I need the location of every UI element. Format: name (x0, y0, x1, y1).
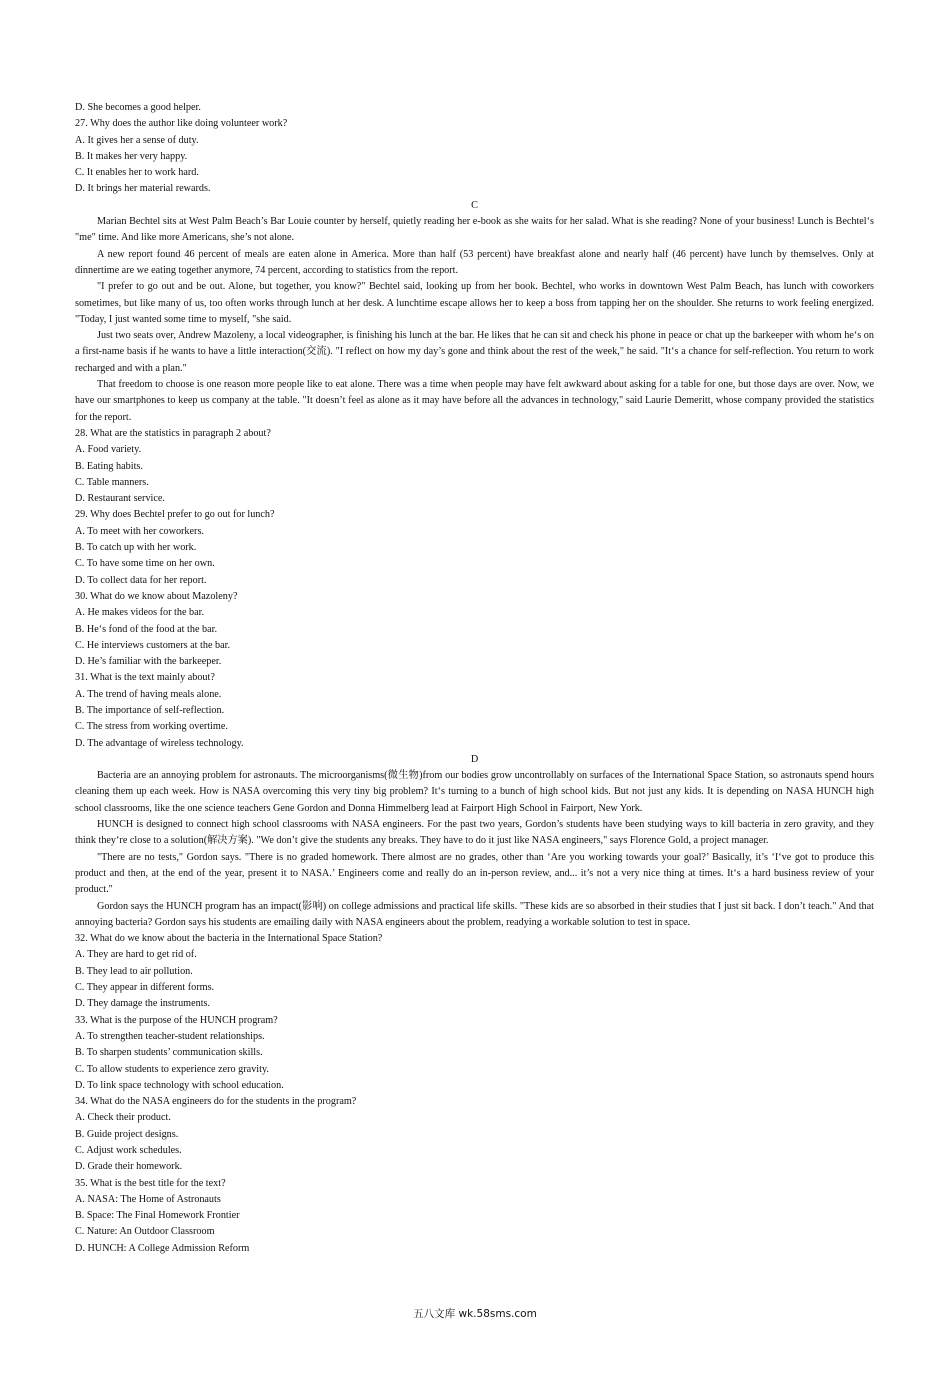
page-footer: 五八文库 wk.58sms.com (413, 1308, 537, 1320)
question-32: 32. What do we know about the bacteria in the International Space Station? (75, 933, 383, 945)
answer-option: A. To meet with her coworkers. (75, 525, 204, 537)
answer-option: A. He makes videos for the bar. (75, 607, 205, 619)
answer-option: C. It enables her to work hard. (75, 167, 199, 179)
document-page (75, 100, 874, 1257)
answer-option: A. NASA: The Home of Astronauts (75, 1193, 221, 1205)
question-33: 33. What is the purpose of the HUNCH program? (75, 1014, 278, 1026)
answer-option: D. HUNCH: A College Admission Reform (75, 1242, 250, 1254)
question-28: 28. What are the statistics in paragraph 2 about? (75, 427, 271, 439)
passage-paragraph: Marian Bechtel sits at West Palm Beach’s Bar Louie counter by herself, quietly reading her e-book as she waits for her salad. What is she reading? None of your business! Lunch is Bechtel‘s "me" time. And like more Americans, she’s not alone. (75, 216, 874, 244)
passage-paragraph: "There are no tests," Gordon says. "There is no graded homework. There almost are no grades, other than ‘Are you working towards your goal?’ Basically, it’s ‘I‘ve got to produce this product and then, at the end of the year, present it to NASA.’ Engineers come and really do an in-person review, and... it’s not a very nice thing at times. It‘s a hard business review of your product." (75, 851, 874, 896)
answer-option: B. Space: The Final Homework Frontier (75, 1210, 240, 1222)
question-31: 31. What is the text mainly about? (75, 672, 215, 684)
answer-option: D. They damage the instruments. (75, 998, 211, 1010)
answer-option: B. To catch up with her work. (75, 542, 197, 554)
answer-option: A. Food variety. (75, 444, 142, 456)
answer-option: D. She becomes a good helper. (75, 102, 201, 113)
question-30: 30. What do we know about Mazoleny? (75, 590, 238, 602)
answer-option: A. To strengthen teacher-student relationships. (75, 1030, 265, 1042)
answer-option: C. To have some time on her own. (75, 558, 215, 570)
passage-paragraph: Bacteria are an annoying problem for astronauts. The microorganisms(微生物)from our bodies grow uncontrollably on surfaces of the International Space Station, so astronauts spend hours cleaning them up each week. How is NASA overcoming this very tiny big problem? It‘s turning to a bunch of high school kids. But not just any kids. It is depending on NASA HUNCH high school classrooms, like the one science teachers Gene Gordon and Donna Himmelberg lead at Fairport High School in Fairport, New York. (75, 770, 874, 814)
question-35: 35. What is the best title for the text? (75, 1177, 226, 1189)
previous-question-block (75, 100, 874, 198)
answer-option: D. He’s familiar with the barkeeper. (75, 656, 222, 668)
answer-option: B. Eating habits. (75, 460, 143, 472)
section-c-heading: C (471, 199, 478, 211)
answer-option: C. Nature: An Outdoor Classroom (75, 1226, 215, 1238)
answer-option: D. To link space technology with school education. (75, 1079, 284, 1091)
answer-option: C. The stress from working overtime. (75, 721, 228, 733)
answer-option: C. Table manners. (75, 476, 149, 488)
answer-option: B. It makes her very happy. (75, 150, 188, 162)
question-27: 27. Why does the author like doing volunteer work? (75, 118, 288, 130)
answer-option: D. To collect data for her report. (75, 574, 207, 586)
answer-option: D. It brings her material rewards. (75, 183, 211, 195)
answer-option: A. The trend of having meals alone. (75, 688, 222, 700)
section-c (75, 198, 874, 752)
answer-option: C. To allow students to experience zero gravity. (75, 1063, 269, 1075)
answer-option: C. He interviews customers at the bar. (75, 639, 231, 651)
answer-option: C. They appear in different forms. (75, 982, 215, 994)
answer-option: B. The importance of self-reflection. (75, 704, 225, 716)
passage-paragraph: HUNCH is designed to connect high school classrooms with NASA engineers. For the past two years, Gordon’s students have been studying ways to kill bacteria in zero gravity, and they think they‘re close to a solution(解决方案). "We don’t give the students any breaks. They have to do it just like NASA engineers," says Florence Gold, a project manager. (75, 819, 874, 847)
passage-paragraph: That freedom to choose is one reason more people like to eat alone. There was a time when people may have felt awkward about asking for a table for one, but those days are over. Now, we have our smartphones to keep us company at the table. "It doesn’t feel as alone as it may have before all the advances in technology," said Laurie Demeritt, whose company provided the statistics for the report. (75, 379, 874, 423)
answer-option: B. He‘s fond of the food at the bar. (75, 623, 218, 635)
passage-paragraph: A new report found 46 percent of meals are eaten alone in America. More than half (53 percent) have breakfast alone and nearly half (46 percent) have lunch by themselves. Only at dinnertime are we eating together anymore, 74 percent, according to statistics from the report. (75, 248, 874, 276)
passage-paragraph: Just two seats over, Andrew Mazoleny, a local videographer, is finishing his lunch at the bar. He likes that he can sit and check his phone in peace or chat up the barkeeper with whom he‘s on a first-name basis if he wants to have a little interaction(交流). "I reflect on how my day’s gone and think about the rest of the week," he said. "It‘s a chance for self-reflection. You return to work recharged and with a plan." (75, 330, 874, 374)
answer-option: A. It gives her a sense of duty. (75, 134, 199, 146)
section-d (75, 752, 874, 1257)
section-d-heading: D (470, 753, 479, 765)
answer-option: B. They lead to air pollution. (75, 965, 193, 977)
answer-option: C. Adjust work schedules. (75, 1145, 182, 1156)
answer-option: D. Grade their homework. (75, 1161, 183, 1173)
passage-paragraph: Gordon says the HUNCH program has an impact(影响) on college admissions and practical life skills. "These kids are so absorbed in their studies that I just sit back. I don’t teach." And that annoying bacteria? Gordon says his students are emailing daily with NASA engineers about the problem, readying a workable solution to test in space. (75, 900, 874, 928)
answer-option: D. The advantage of wireless technology. (75, 737, 244, 749)
answer-option: A. Check their product. (75, 1112, 171, 1124)
answer-option: D. Restaurant service. (75, 493, 165, 505)
answer-option: A. They are hard to get rid of. (75, 949, 197, 961)
answer-option: B. Guide project designs. (75, 1128, 179, 1140)
question-29: 29. Why does Bechtel prefer to go out for lunch? (75, 509, 275, 521)
question-34: 34. What do the NASA engineers do for the students in the program? (75, 1096, 357, 1108)
answer-option: B. To sharpen students’ communication skills. (75, 1047, 263, 1059)
passage-paragraph: "I prefer to go out and be out. Alone, but together, you know?" Bechtel said, looking up from her book. Bechtel, who works in downtown West Palm Beach, has lunch with coworkers sometimes, but like many of us, too often works through lunch at her desk. A lunchtime escape allows her to keep a boss from tapping her on the shoulder. She returns to work feeling energized. "Today, I just wanted some time to myself, "she said. (75, 281, 874, 325)
